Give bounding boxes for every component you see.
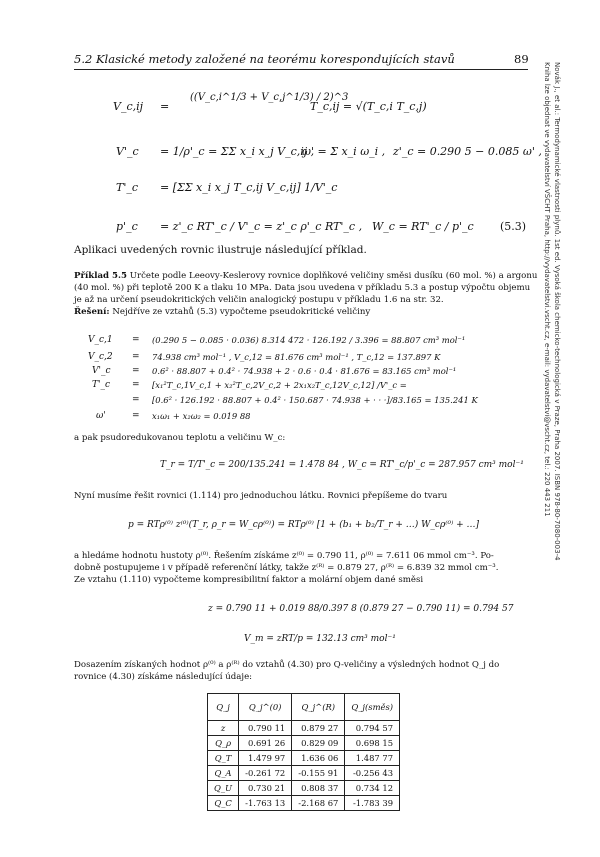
table-cell: -2.168 67 [292,796,345,811]
table-header-cell: Q_j^(R) [292,694,345,721]
eq-tc-prime-rhs: = [ΣΣ x_i x_j T_c,ij V_c,ij] 1/V'_c [160,181,338,194]
calc-l5-rhs: [0.6² · 126.192 · 88.807 + 0.4² · 150.687 · 74.938 + · · ·]/83.165 = 135.241 K [152,395,478,405]
calc-l2-rhs: 74.938 cm³ mol⁻¹ , V_c,12 = 81.676 cm³ mol⁻¹ , T_c,12 = 137.897 K [152,352,441,362]
eq-zc-prime: z'_c = 0.290 5 − 0.085 ω' , [393,145,542,158]
intro-sentence: Aplikaci uvedených rovnic ilustruje následující příklad. [74,244,367,256]
eq-equals-1: = [160,100,170,113]
table-cell: z [208,721,239,736]
calc-l3-lhs: V'_c [92,366,111,376]
table-cell: 0.794 57 [345,721,400,736]
side-citation-line1: Novák J., et al.: Termodynamické vlastnosti plynů. 1st ed. Vysoká škola chemicko-technologická v Praze, Praha 2007. ISBN 978-80-7080-003-4 [553,62,561,561]
header-rule [74,69,528,70]
para3-line2: rovnice (4.30) získáme následující údaje: [74,672,253,682]
eq-tc-prime-lhs: T'_c [116,181,139,194]
results-table-wrap [207,693,400,811]
para2-line1: a hledáme hodnotu hustoty ρ⁽⁰⁾. Řešením získáme z⁽⁰⁾ = 0.790 11, ρ⁽⁰⁾ = 7.611 06 mmol cm⁻³. Po- [74,551,494,561]
eq-vcij-lhs: V_c,ij [113,100,144,113]
table-cell: Q_A [208,766,239,781]
eq-tcij: T_c,ij = √(T_c,i T_c,j) [310,100,427,113]
calc-l6-lhs: ω' [96,411,106,421]
table-header-cell: Q_j(směs) [345,694,400,721]
table-cell: 0.829 09 [292,736,345,751]
table-row [208,781,400,796]
eq-pc-prime-rhs: = z'_c RT'_c / V'_c = z'_c ρ'_c RT'_c , [160,220,363,233]
table-cell: 0.734 12 [345,781,400,796]
eq-omega-prime: ω' = Σ x_i ω_i , [302,145,386,158]
results-table [207,693,400,811]
para2-line3: Ze vztahu (1.110) vypočteme kompresibilitní faktor a molární objem dané směsi [74,575,424,585]
calc-l3-rhs: 0.6² · 88.807 + 0.4² · 74.938 + 2 · 0.6 · 0.4 · 81.676 = 83.165 cm³ mol⁻¹ [152,366,457,376]
eq-vc-prime-rhs: = 1/ρ'_c = ΣΣ x_i x_j V_c,ij , [160,145,315,158]
page-number: 89 [514,52,529,66]
table-cell: 1.487 77 [345,751,400,766]
para2-line2: dobně postupujeme i v případě referenční látky, takže z⁽ᴿ⁾ = 0.879 27, ρ⁽ᴿ⁾ = 6.839 32 mmol cm⁻³. [74,563,499,573]
eq-wc: W_c = RT'_c / p'_c [372,220,474,233]
example-label: Příklad 5.5 [74,271,127,281]
table-row [208,796,400,811]
eq-pc-prime-lhs: p'_c [116,220,138,233]
table-row [208,736,400,751]
para3-line1: Dosazením získaných hodnot ρ⁽⁰⁾ a ρ⁽ᴿ⁾ do vztahů (4.30) pro Q-veličiny a výsledných hodnot Q_j do [74,660,500,670]
table-cell: Q_T [208,751,239,766]
calc-l4-rhs: [x₁²T_c,1V_c,1 + x₂²T_c,2V_c,2 + 2x₁x₂T_c,12V_c,12] /V'_c = [152,380,407,390]
text-pseudo: a pak psudoredukovanou teplotu a veličinu W_c: [74,433,286,443]
table-cell: -1.763 13 [239,796,292,811]
table-cell: 0.879 27 [292,721,345,736]
table-cell: -0.155 91 [292,766,345,781]
side-citation-line2: Kniha lze objednat ve vydavatelství VŠCHT Praha, http://vydavatelstvi.vscht.cz, e-mail: vydavatelstvi@vscht.cz, tel.: 220 443 211 [543,62,551,517]
table-cell: 0.691 26 [239,736,292,751]
solution-label: Řešení: [74,307,110,317]
text-solve: Nyní musíme řešit rovnici (1.114) pro jednoduchou látku. Rovnici přepíšeme do tvaru [74,491,448,501]
table-cell: 0.730 21 [239,781,292,796]
eq-tr-wc: T_r = T/T'_c = 200/135.241 = 1.478 84 , W_c = RT'_c/p'_c = 287.957 cm³ mol⁻¹ [160,460,524,470]
calc-l2-lhs: V_c,2 [88,352,113,362]
table-cell: 1.479 97 [239,751,292,766]
table-header-cell: Q_j^(0) [239,694,292,721]
calc-l6-rhs: x₁ω₁ + x₂ω₂ = 0.019 88 [152,411,251,421]
table-cell: -1.783 39 [345,796,400,811]
table-cell: 1.636 06 [292,751,345,766]
eq-vm: V_m = zRT/p = 132.13 cm³ mol⁻¹ [244,634,396,644]
side-citation [532,62,562,562]
calc-l4-lhs: T'_c [92,380,111,390]
table-row [208,766,400,781]
table-cell: -0.256 43 [345,766,400,781]
table-header-row [208,694,400,721]
table-cell: Q_ρ [208,736,239,751]
running-header: 5.2 Klasické metody založené na teorému korespondujících stavů [74,52,455,66]
table-cell: -0.261 72 [239,766,292,781]
eq-pressure: p = RTρ⁽⁰⁾ z⁽⁰⁾(T_r, ρ_r = W_cρ⁽⁰⁾) = RTρ⁽⁰⁾ [1 + (b₁ + b₂/T_r + …) W_cρ⁽⁰⁾ + …] [128,520,480,530]
table-row [208,751,400,766]
table-cell: 0.808 37 [292,781,345,796]
table-cell: Q_U [208,781,239,796]
table-row [208,721,400,736]
eq-z: z = 0.790 11 + 0.019 88/0.397 8 (0.879 27 − 0.790 11) = 0.794 57 [208,604,514,614]
table-cell: 0.698 15 [345,736,400,751]
calc-l1-rhs: (0.290 5 − 0.085 · 0.036) 8.314 472 · 126.192 / 3.396 = 88.807 cm³ mol⁻¹ [152,335,466,345]
calc-l1-lhs: V_c,1 [88,335,113,345]
example-text-line1: Určete podle Leeovy-Keslerovy rovnice doplňkové veličiny směsi dusíku (60 mol. %) a argonu [129,271,538,281]
example-text-line3: je až na určení pseudokritických veličin analogický postupu v příkladu 1.6 na str. 32. [74,295,444,305]
table-cell: 0.790 11 [239,721,292,736]
equation-number: (5.3) [500,220,527,233]
eq-vcij-rhs: ((V_c,i^1/3 + V_c,j^1/3) / 2)^3 [190,92,349,103]
table-cell: Q_C [208,796,239,811]
solution-text: Nejdříve ze vztahů (5.3) vypočteme pseudokritické veličiny [112,307,371,317]
table-header-cell: Q_j [208,694,239,721]
example-text-line2: (40 mol. %) při teplotě 200 K a tlaku 10 MPa. Data jsou uvedena v příkladu 5.3 a postup výpočtu objemu [74,283,531,293]
eq-vc-prime-lhs: V'_c [116,145,139,158]
